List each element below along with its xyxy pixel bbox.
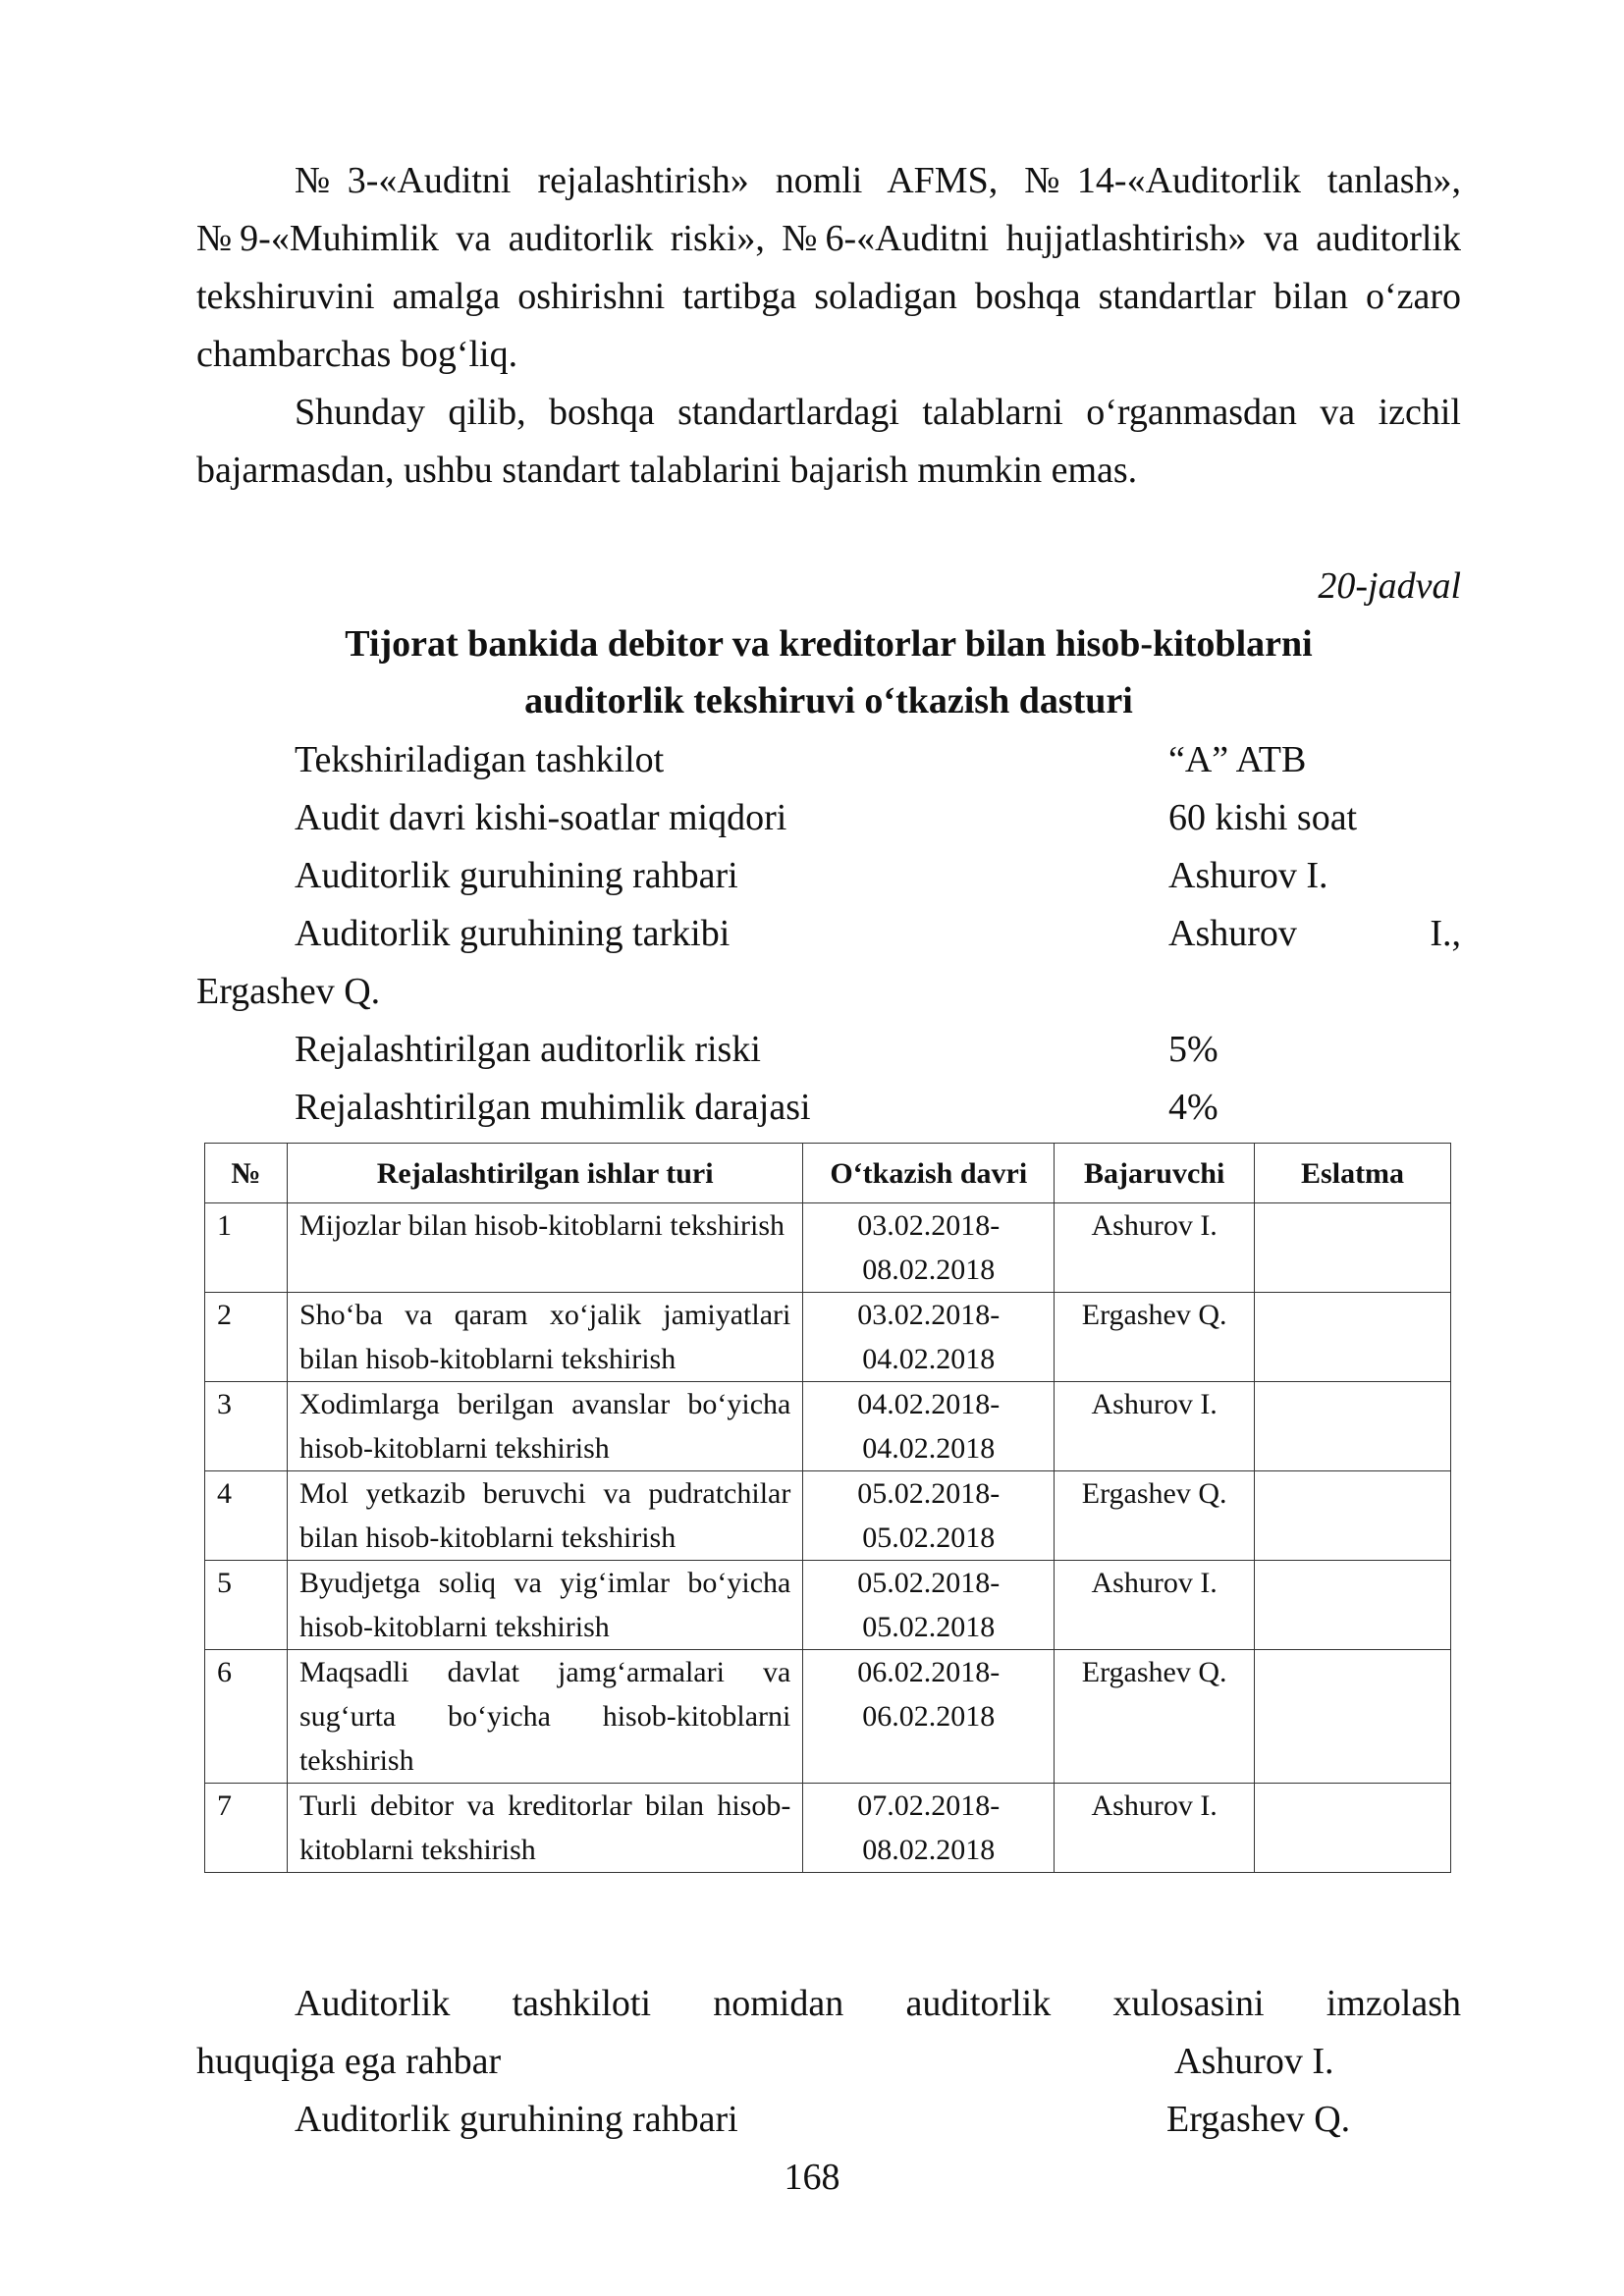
period-end: 05.02.2018: [862, 1522, 996, 1554]
info-row-materiality: [196, 1079, 1461, 1137]
row-period: [803, 1650, 1055, 1784]
info-label: Rejalashtirilgan auditorlik riski: [295, 1029, 761, 1070]
paragraph-1: [196, 152, 1461, 384]
signature-line-1: Auditorlik tashkiloti nomidan auditorlik xulosasini imzolash: [295, 1983, 1461, 2024]
row-note: [1255, 1203, 1451, 1293]
row-executor: Ashurov I.: [1055, 1203, 1255, 1293]
row-work-type: Turli debitor va kreditorlar bilan hisob-kitoblarni tekshirish: [287, 1784, 802, 1873]
signature-line-3: [196, 2091, 1461, 2149]
row-executor: Ashurov I.: [1055, 1561, 1255, 1650]
row-executor: Ashurov I.: [1055, 1382, 1255, 1471]
signature-name: Ashurov I.: [1174, 2041, 1334, 2082]
info-value: 4%: [1168, 1087, 1218, 1128]
period-end: 08.02.2018: [862, 1254, 996, 1286]
row-number: 6: [205, 1650, 288, 1784]
table-title-line-1: Tijorat bankida debitor va kreditorlar bilan hisob-kitoblarni: [345, 623, 1313, 665]
column-header-work-type: Rejalashtirilgan ishlar turi: [287, 1144, 802, 1203]
table-title-line-2: auditorlik tekshiruvi o‘tkazish dasturi: [524, 680, 1133, 721]
column-header-period: O‘tkazish davri: [803, 1144, 1055, 1203]
signature-name: Ergashev Q.: [1166, 2099, 1351, 2140]
signature-role: Auditorlik guruhining rahbari: [295, 2099, 738, 2140]
row-work-type: Mol yetkazib beruvchi va pudratchilar bilan hisob-kitoblarni tekshirish: [287, 1471, 802, 1561]
row-note: [1255, 1471, 1451, 1561]
table-title: [196, 615, 1461, 729]
period-start: 05.02.2018-: [857, 1567, 1001, 1599]
column-header-note: Eslatma: [1255, 1144, 1451, 1203]
period-start: 03.02.2018-: [857, 1209, 1001, 1242]
row-note: [1255, 1561, 1451, 1650]
table-header-row: [205, 1144, 1451, 1203]
row-number: 4: [205, 1471, 288, 1561]
row-period: [803, 1293, 1055, 1382]
row-period: [803, 1203, 1055, 1293]
paragraph-1-text: №3-«Auditni rejalashtirish» nomli AFMS, №14-«Auditorlik tanlash», №9-«Muhimlik va auditorlik riski», №6-«Auditni hujjatlashtirish» va auditorlik tekshiruvini amalga oshirishni tartibga soladigan boshqa standartlar bilan o‘zaro chambarchas bog‘liq.: [196, 160, 1461, 375]
row-period: [803, 1471, 1055, 1561]
info-value: [1168, 905, 1461, 963]
row-note: [1255, 1650, 1451, 1784]
row-period: [803, 1784, 1055, 1873]
info-row-team-lead: [196, 847, 1461, 905]
row-work-type: Sho‘ba va qaram xo‘jalik jamiyatlari bilan hisob-kitoblarni tekshirish: [287, 1293, 802, 1382]
period-end: 04.02.2018: [862, 1432, 996, 1465]
row-number: 5: [205, 1561, 288, 1650]
period-start: 07.02.2018-: [857, 1789, 1001, 1822]
row-work-type: Mijozlar bilan hisob-kitoblarni tekshirish: [287, 1203, 802, 1293]
row-number: 7: [205, 1784, 288, 1873]
row-number: 1: [205, 1203, 288, 1293]
table-row: [205, 1471, 1451, 1561]
info-label: Rejalashtirilgan muhimlik darajasi: [295, 1087, 811, 1128]
info-continuation: Ergashev Q.: [196, 971, 381, 1012]
info-value: 5%: [1168, 1029, 1218, 1070]
row-note: [1255, 1382, 1451, 1471]
row-work-type: Maqsadli davlat jamg‘armalari va sug‘urta bo‘yicha hisob-kitoblarni tekshirish: [287, 1650, 802, 1784]
table-row: [205, 1293, 1451, 1382]
signature-line-2: [196, 2033, 1461, 2091]
table-row: [205, 1561, 1451, 1650]
period-start: 03.02.2018-: [857, 1299, 1001, 1331]
table-row: [205, 1650, 1451, 1784]
info-value-part: I.,: [1430, 913, 1461, 954]
row-work-type: Xodimlarga berilgan avanslar bo‘yicha hisob-kitoblarni tekshirish: [287, 1382, 802, 1471]
info-value: 60 kishi soat: [1168, 797, 1358, 838]
info-row-team-members: [196, 905, 1461, 963]
period-end: 08.02.2018: [862, 1834, 996, 1866]
row-executor: Ergashev Q.: [1055, 1650, 1255, 1784]
row-executor: Ashurov I.: [1055, 1784, 1255, 1873]
info-label: Tekshiriladigan tashkilot: [295, 739, 665, 780]
info-label: Auditorlik guruhining tarkibi: [295, 913, 731, 954]
period-end: 06.02.2018: [862, 1700, 996, 1733]
table-row: [205, 1203, 1451, 1293]
audit-plan-table: [204, 1143, 1451, 1873]
period-end: 05.02.2018: [862, 1611, 996, 1643]
period-start: 04.02.2018-: [857, 1388, 1001, 1420]
page-number: 168: [784, 2157, 840, 2198]
column-header-number: №: [205, 1144, 288, 1203]
info-value-part: Ashurov: [1168, 913, 1297, 954]
row-number: 2: [205, 1293, 288, 1382]
info-label: Auditorlik guruhining rahbari: [295, 855, 738, 896]
row-work-type: Byudjetga soliq va yig‘imlar bo‘yicha hisob-kitoblarni tekshirish: [287, 1561, 802, 1650]
period-end: 04.02.2018: [862, 1343, 996, 1375]
info-row-organization: [196, 731, 1461, 789]
row-period: [803, 1561, 1055, 1650]
info-value: Ashurov I.: [1168, 855, 1328, 896]
info-label: Audit davri kishi-soatlar miqdori: [295, 797, 787, 838]
row-number: 3: [205, 1382, 288, 1471]
info-row-audit-risk: [196, 1021, 1461, 1079]
row-executor: Ergashev Q.: [1055, 1471, 1255, 1561]
row-note: [1255, 1293, 1451, 1382]
signature-role: huquqiga ega rahbar: [196, 2041, 502, 2082]
paragraph-2-text: Shunday qilib, boshqa standartlardagi talablarni o‘rganmasdan va izchil bajarmasdan, ushbu standart talablarini bajarish mumkin emas.: [196, 392, 1461, 491]
period-start: 05.02.2018-: [857, 1477, 1001, 1510]
paragraph-2: [196, 384, 1461, 500]
info-row-man-hours: [196, 789, 1461, 847]
table-label: 20-jadval: [1318, 565, 1461, 607]
table-row: [205, 1382, 1451, 1471]
period-start: 06.02.2018-: [857, 1656, 1001, 1688]
info-value: “A” ATB: [1168, 739, 1307, 780]
signature-block: [196, 1975, 1461, 2149]
row-executor: Ergashev Q.: [1055, 1293, 1255, 1382]
column-header-executor: Bajaruvchi: [1055, 1144, 1255, 1203]
row-note: [1255, 1784, 1451, 1873]
table-row: [205, 1784, 1451, 1873]
row-period: [803, 1382, 1055, 1471]
